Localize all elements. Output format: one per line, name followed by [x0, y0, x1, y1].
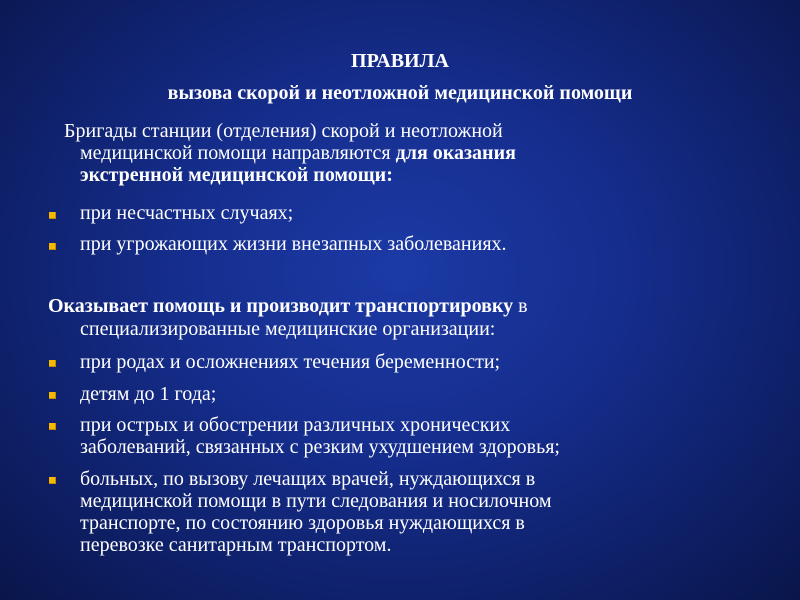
section1-intro-line3-bold: экстренной медицинской помощи: — [80, 164, 393, 186]
bullet-marker-icon — [49, 212, 56, 219]
section1-intro-line1: Бригады станции (отделения) скорой и неотложной — [64, 120, 503, 142]
section2-bullet-2: детям до 1 года; — [80, 383, 217, 405]
section1-intro-line3 — [80, 164, 393, 186]
section2-bullet-3-line2: заболеваний, связанных с резким ухудшением здоровья; — [80, 436, 560, 458]
section1-bullet-1: при несчастных случаях; — [80, 202, 294, 224]
bullet-marker-icon — [49, 423, 56, 430]
section2-bullet-4-line2: медицинской помощи в пути следования и носилочном — [80, 490, 552, 512]
section2-intro-line2: специализированные медицинские организации: — [80, 318, 496, 340]
section1-intro-line2 — [80, 142, 516, 164]
bullet-marker-icon — [49, 392, 56, 399]
section2-bullet-4-line3: транспорте, по состоянию здоровья нуждающихся в — [80, 512, 525, 534]
section2-bullet-4-line4: перевозке санитарным транспортом. — [80, 534, 392, 556]
section2-intro-line1-normal: в — [513, 295, 528, 317]
section2-bullet-4-line1: больных, по вызову лечащих врачей, нуждающихся в — [80, 468, 536, 490]
section1-intro-line2-bold: для оказания — [395, 142, 516, 164]
slide-title: ПРАВИЛА — [351, 50, 449, 72]
bullet-marker-icon — [49, 243, 56, 250]
bullet-marker-icon — [49, 477, 56, 484]
section2-intro-line1-bold: Оказывает помощь и производит транспортировку — [48, 295, 514, 317]
section2-intro-line1 — [48, 295, 528, 317]
slide-subtitle: вызова скорой и неотложной медицинской помощи — [167, 82, 633, 104]
bullet-marker-icon — [49, 360, 56, 367]
section2-bullet-1: при родах и осложнениях течения беременности; — [80, 351, 501, 373]
section2-bullet-3-line1: при острых и обострении различных хронических — [80, 414, 511, 436]
section1-bullet-2: при угрожающих жизни внезапных заболеваниях. — [80, 233, 507, 255]
section1-intro-line2-normal: медицинской помощи направляются — [80, 142, 396, 164]
